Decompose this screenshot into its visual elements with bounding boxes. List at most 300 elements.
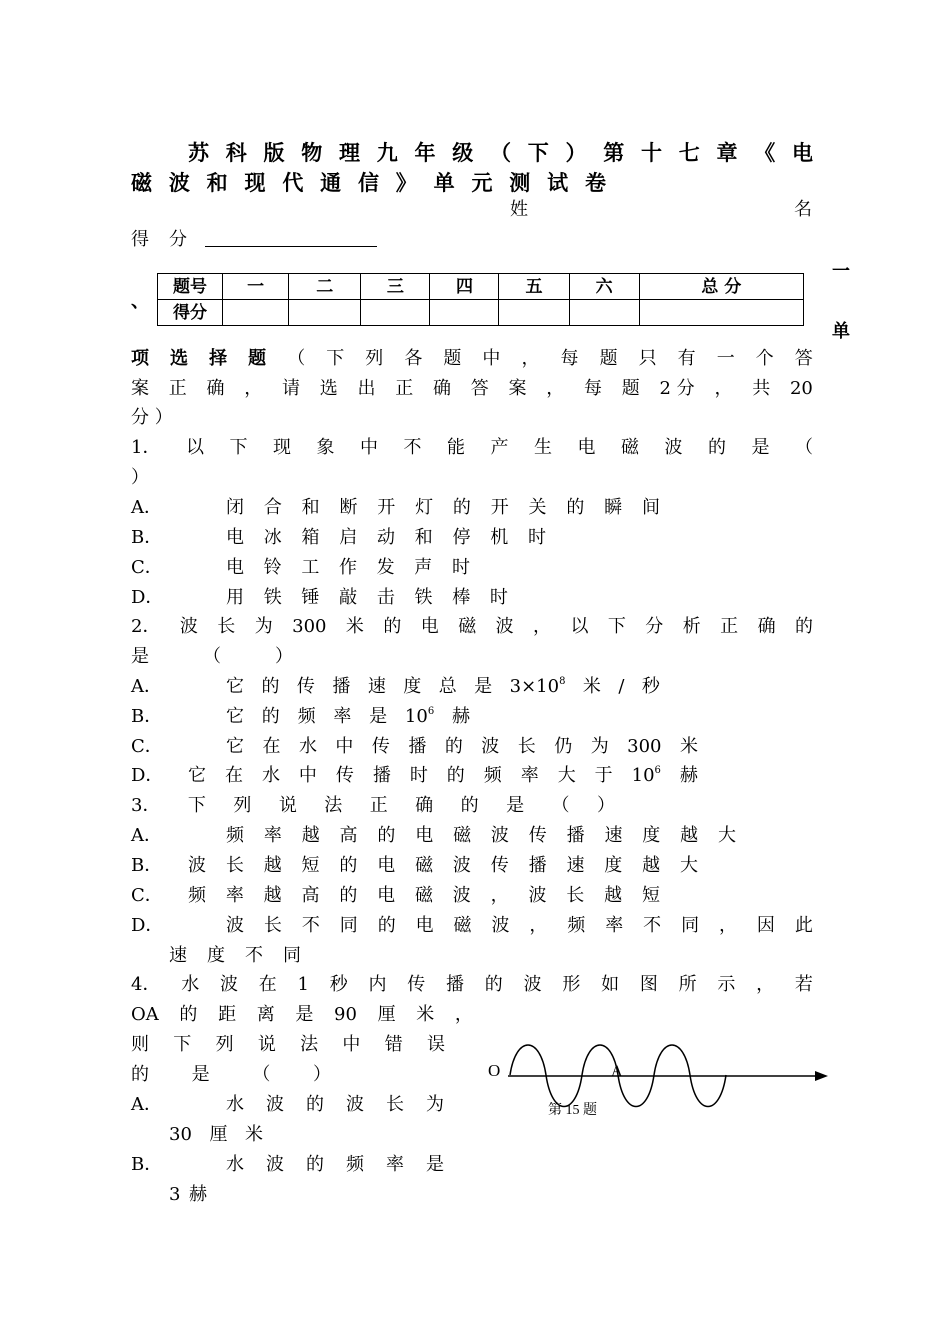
text-token: 速: [367, 676, 386, 697]
text-token: 率: [263, 825, 282, 846]
q2-option-b-label[interactable]: B．: [131, 706, 163, 727]
text-token: 题: [443, 348, 462, 369]
text-token: 不: [403, 437, 422, 458]
text-token: 的: [339, 855, 358, 876]
text-token: 磁: [453, 915, 472, 936]
text-token: 波: [664, 437, 683, 458]
text-token: 的: [446, 765, 465, 786]
text-token: 波: [491, 915, 510, 936]
text-token: 的: [377, 825, 396, 846]
text-token: 版: [263, 140, 285, 165]
text-token: 率: [333, 706, 352, 727]
q2-stem: [131, 612, 813, 642]
q2-option-a-label[interactable]: A．: [131, 676, 162, 697]
text-token: 的: [377, 915, 396, 936]
text-token: 题: [599, 348, 618, 369]
text-token: 电: [415, 825, 434, 846]
text-token: 频: [346, 1154, 364, 1175]
text-token: 棒: [452, 587, 471, 608]
score-cell[interactable]: [361, 300, 430, 326]
text-token: 厘: [209, 1124, 228, 1145]
text-token: 赫: [679, 765, 698, 786]
text-token: 敲: [339, 587, 358, 608]
text-token: 波: [452, 855, 471, 876]
text-token: 越: [263, 885, 282, 906]
text-token: 越: [263, 855, 282, 876]
text-token: 择: [209, 348, 228, 369]
text-token: 频: [567, 915, 586, 936]
text-token: 是: [751, 437, 770, 458]
text-token: 速: [604, 825, 623, 846]
text-token: 列: [233, 795, 252, 816]
text-token: 是: [131, 646, 149, 667]
text-token: 测: [509, 170, 531, 195]
text-token: 传: [407, 974, 426, 995]
text-token: 的: [566, 497, 585, 518]
section-instructions-line-3: 分 ）: [131, 407, 173, 428]
text-token: 冰: [263, 527, 282, 548]
text-token: 作: [338, 557, 357, 578]
text-token: 工: [301, 557, 320, 578]
text-token: 水: [298, 736, 317, 757]
score-table: [157, 273, 804, 326]
text-token: 高: [339, 825, 358, 846]
text-token: 波: [266, 1154, 284, 1175]
text-token: 不: [643, 915, 662, 936]
text-token: 高: [301, 885, 320, 906]
text-token: 波: [490, 825, 509, 846]
text-token: 电: [577, 437, 596, 458]
text-token: 离: [256, 1004, 275, 1025]
text-token: 它: [188, 765, 206, 786]
q3-stem: [131, 791, 615, 821]
text-token: 波: [346, 1094, 364, 1115]
q3-option-c[interactable]: [188, 881, 660, 911]
q1-option-b-label[interactable]: B．: [131, 527, 163, 548]
q4-stem-line-3: [131, 1030, 445, 1060]
text-token: 传: [296, 676, 315, 697]
text-token: 水: [226, 1094, 244, 1115]
text-token: ，: [454, 1004, 473, 1025]
text-token: 电: [377, 855, 396, 876]
text-token: 同: [339, 915, 358, 936]
text-token: 瞬: [604, 497, 623, 518]
text-token: 因: [756, 915, 775, 936]
score-table-header-cell: 五: [499, 274, 569, 300]
score-table-score-row: [158, 300, 804, 326]
exponent-base: 3×10: [509, 676, 560, 697]
text-token: 度: [207, 945, 225, 966]
text-token: 答: [794, 348, 813, 369]
score-blank[interactable]: [205, 228, 377, 247]
wave-label-a: A: [611, 1063, 623, 1080]
score-cell[interactable]: [499, 300, 569, 326]
text-token: 正: [369, 795, 388, 816]
text-token: 电: [420, 616, 439, 637]
q2-option-d[interactable]: [188, 761, 698, 791]
text-token: 图: [639, 974, 658, 995]
text-token: 率: [605, 915, 624, 936]
text-token: 确: [415, 795, 434, 816]
text-token: 的: [339, 885, 358, 906]
text-token: 为: [254, 616, 273, 637]
text-token: 磁: [414, 885, 433, 906]
text-token: 下: [527, 140, 549, 165]
q4-stem-line-4: [131, 1060, 331, 1090]
text-token: 此: [794, 915, 813, 936]
text-token: ，: [521, 348, 540, 369]
exponent-value: [510, 672, 566, 702]
text-token: 播: [528, 855, 547, 876]
text-token: 确: [433, 378, 451, 399]
text-token: 苏: [188, 140, 209, 165]
text-token: 则: [131, 1034, 149, 1055]
text-token: 3．: [131, 795, 161, 816]
text-token: 下: [187, 795, 206, 816]
title-line-2: [131, 167, 606, 195]
text-token: 频: [297, 706, 316, 727]
text-token: 只: [638, 348, 657, 369]
text-token: 在: [262, 736, 281, 757]
q3-option-b-label[interactable]: B．: [131, 855, 163, 876]
text-token: 一: [716, 348, 735, 369]
text-token: 和: [414, 527, 433, 548]
text-token: 的: [452, 497, 471, 518]
section-instructions-line-2: [131, 374, 813, 404]
exponent-sup: 8: [559, 676, 566, 687]
text-token: 时: [451, 557, 470, 578]
text-token: 年: [414, 140, 436, 165]
text-token: 同: [681, 915, 700, 936]
text-token: 间: [641, 497, 660, 518]
text-token: 1: [297, 974, 309, 995]
text-token: 》: [395, 170, 417, 195]
q4-option-a[interactable]: [226, 1090, 444, 1120]
text-token: 波: [481, 736, 500, 757]
text-token: 时: [528, 527, 546, 548]
text-token: 波: [219, 974, 238, 995]
text-token: 的: [261, 676, 280, 697]
text-token: 代: [282, 170, 304, 195]
score-cell[interactable]: [639, 300, 803, 326]
text-token: 速: [169, 945, 187, 966]
text-token: 越: [604, 885, 623, 906]
text-token: 发: [376, 557, 395, 578]
text-token: 共: [752, 378, 771, 399]
section-single: 单: [832, 321, 850, 342]
text-token: 率: [386, 1154, 404, 1175]
text-token: 磁: [131, 170, 152, 195]
text-token: 速: [566, 855, 585, 876]
q2-option-a[interactable]: [226, 672, 660, 702]
score-table-row-label: 得分: [158, 300, 223, 326]
score-table-header-cell: 六: [569, 274, 639, 300]
text-token: 的: [484, 974, 503, 995]
text-token: 案: [508, 378, 527, 399]
text-token: 产: [490, 437, 509, 458]
text-token: 列: [215, 1034, 234, 1055]
text-token: 时: [489, 587, 508, 608]
text-token: 下: [229, 437, 248, 458]
text-token: 答: [470, 378, 489, 399]
text-token: 理: [339, 140, 360, 165]
text-token: 率: [225, 885, 244, 906]
q4-stem-line-2: [131, 1000, 473, 1030]
text-token: 得: [131, 229, 149, 250]
q2-stem-line-2: [131, 642, 293, 672]
text-token: 九: [376, 140, 398, 165]
text-token: 2．: [131, 616, 161, 637]
text-token: 波: [179, 616, 198, 637]
text-token: 确: [757, 616, 776, 637]
text-token: （: [203, 646, 221, 667]
text-token: 米: [345, 616, 364, 637]
text-token: 每: [584, 378, 602, 399]
text-token: 越: [642, 855, 661, 876]
q4-option-a-label[interactable]: A．: [131, 1094, 162, 1115]
text-token: 的: [179, 1004, 198, 1025]
text-token: 开: [490, 497, 509, 518]
text-token: 赫: [451, 706, 470, 727]
text-token: 厘: [377, 1004, 396, 1025]
text-token: 启: [339, 527, 358, 548]
text-token: 电: [226, 557, 244, 578]
text-token: 频: [188, 885, 206, 906]
text-token: 是: [191, 1064, 210, 1085]
exponent-value: [405, 702, 434, 732]
text-token: 下: [607, 616, 626, 637]
text-token: 误: [426, 1034, 445, 1055]
text-token: 90: [334, 1004, 357, 1025]
text-token: 总: [438, 676, 457, 697]
text-token: ，: [244, 378, 263, 399]
text-token: 和: [301, 497, 320, 518]
text-token: 波: [452, 885, 471, 906]
q2-option-c[interactable]: [226, 732, 698, 762]
text-token: ）: [565, 140, 587, 165]
text-token: 4．: [131, 974, 161, 995]
q3-option-b[interactable]: [188, 851, 698, 881]
text-token: 中: [298, 765, 317, 786]
score-cell[interactable]: [430, 300, 499, 326]
score-cell[interactable]: [289, 300, 361, 326]
text-token: 为: [426, 1094, 444, 1115]
text-token: 米: [245, 1124, 263, 1145]
name-label-right: 名: [794, 199, 812, 220]
text-token: 波: [266, 1094, 284, 1115]
text-token: 案: [131, 378, 149, 399]
text-token: 长: [517, 736, 536, 757]
text-token: 有: [677, 348, 696, 369]
text-token: 确: [206, 378, 225, 399]
text-token: 率: [520, 765, 539, 786]
text-token: 通: [320, 170, 342, 195]
text-token: 的: [261, 706, 280, 727]
text-token: 播: [372, 765, 391, 786]
q3-option-d-label[interactable]: D．: [131, 915, 164, 936]
q4-option-b-label[interactable]: B．: [131, 1154, 163, 1175]
q2-option-d-label[interactable]: D．: [131, 765, 164, 786]
q1-option-a-label[interactable]: A．: [131, 497, 162, 518]
q4-option-a-line-2[interactable]: [169, 1120, 263, 1150]
q3-option-d-line-2[interactable]: [169, 941, 301, 971]
text-token: 长: [263, 915, 282, 936]
title-line-1: [188, 137, 813, 165]
text-token: 不: [301, 915, 320, 936]
text-token: 现: [244, 170, 266, 195]
text-token: 十: [641, 140, 662, 165]
text-token: 用: [226, 587, 244, 608]
score-table-header-cell: 四: [430, 274, 499, 300]
name-label-left: 姓: [510, 199, 528, 220]
q3-option-d[interactable]: [226, 911, 813, 941]
text-token: 正: [395, 378, 414, 399]
score-cell[interactable]: [223, 300, 289, 326]
section-comma: 、: [131, 291, 149, 312]
text-token: （: [252, 1064, 271, 1085]
text-token: 以: [570, 616, 589, 637]
text-token: 不: [245, 945, 263, 966]
text-token: 它: [226, 706, 244, 727]
q1-option-c-label[interactable]: C．: [131, 557, 163, 578]
text-token: 停: [452, 527, 471, 548]
text-token: 闭: [226, 497, 244, 518]
text-token: 物: [301, 140, 323, 165]
text-token: 象: [316, 437, 335, 458]
text-token: 波: [523, 974, 542, 995]
text-token: 关: [528, 497, 547, 518]
text-token: 频: [226, 825, 244, 846]
q4-option-b[interactable]: [226, 1150, 444, 1180]
score-cell[interactable]: [569, 300, 639, 326]
text-token: 断: [339, 497, 358, 518]
text-token: 项: [131, 348, 149, 369]
text-token: 铁: [263, 587, 282, 608]
text-token: 析: [682, 616, 701, 637]
text-token: 如: [601, 974, 620, 995]
text-token: 电: [792, 140, 813, 165]
text-token: ，: [529, 915, 548, 936]
text-token: ，: [756, 974, 775, 995]
text-token: 播: [446, 974, 465, 995]
q1-option-c[interactable]: [226, 553, 470, 583]
score-table-header-cell: 三: [361, 274, 430, 300]
text-token: 个: [755, 348, 774, 369]
text-token: 铃: [263, 557, 282, 578]
q1-stem-end: ）: [131, 467, 149, 488]
text-token: 信: [357, 170, 379, 195]
text-token: 赫: [189, 1184, 207, 1205]
text-token: 300: [627, 736, 662, 757]
text-token: 在: [258, 974, 277, 995]
text-token: 中: [335, 736, 354, 757]
text-token: 错: [384, 1034, 403, 1055]
q4-option-b-line-2[interactable]: [169, 1180, 207, 1210]
axis-arrow-icon: [815, 1071, 828, 1081]
text-token: 法: [300, 1034, 319, 1055]
text-token: 波: [168, 170, 190, 195]
text-token: 的: [444, 736, 463, 757]
text-token: 的: [383, 616, 402, 637]
text-token: ，: [718, 915, 737, 936]
text-token: 30: [169, 1124, 192, 1145]
text-token: 频: [483, 765, 502, 786]
text-token: 水: [261, 765, 280, 786]
text-token: 题: [248, 348, 267, 369]
text-token: 度: [604, 855, 623, 876]
text-token: 分: [169, 229, 187, 250]
text-token: 选: [170, 348, 189, 369]
text-token: 元: [471, 170, 493, 195]
text-token: 说: [257, 1034, 276, 1055]
exponent-base: 10: [404, 706, 428, 727]
text-token: 锤: [301, 587, 320, 608]
text-token: 形: [562, 974, 581, 995]
text-token: 出: [357, 378, 376, 399]
score-table-header-cell: 题号: [158, 274, 223, 300]
text-token: 电: [377, 885, 396, 906]
text-token: 米: [582, 676, 601, 697]
q3-option-a[interactable]: [226, 821, 736, 851]
text-token: 长: [217, 616, 236, 637]
text-token: 的: [460, 795, 479, 816]
text-token: 同: [283, 945, 301, 966]
text-token: 示: [717, 974, 736, 995]
text-token: 中: [359, 437, 378, 458]
q1-option-d[interactable]: [226, 583, 508, 613]
text-token: 下: [326, 348, 345, 369]
text-token: 现: [272, 437, 291, 458]
text-token: 水: [226, 1154, 244, 1175]
text-token: 是: [506, 795, 525, 816]
text-token: 说: [278, 795, 297, 816]
q3-option-a-label[interactable]: A．: [131, 825, 162, 846]
text-token: 在: [224, 765, 243, 786]
text-token: 是: [474, 676, 493, 697]
text-token: 《: [754, 140, 776, 165]
text-token: 箱: [301, 527, 320, 548]
text-token: 秒: [641, 676, 660, 697]
q2-option-c-label[interactable]: C．: [131, 736, 163, 757]
text-token: 灯: [415, 497, 434, 518]
text-token: 各: [404, 348, 423, 369]
text-token: 波: [495, 616, 514, 637]
text-token: ，: [714, 378, 733, 399]
text-token: 内: [368, 974, 387, 995]
q1-option-a[interactable]: [226, 493, 660, 523]
q2-option-b[interactable]: [226, 702, 470, 732]
text-token: 法: [324, 795, 343, 816]
text-token: 和: [206, 170, 228, 195]
q1-option-d-label[interactable]: D．: [131, 587, 164, 608]
text-token: ）: [275, 646, 293, 667]
text-token: 于: [594, 765, 613, 786]
wave-figure: [480, 1035, 840, 1125]
text-token: ）: [312, 1064, 331, 1085]
text-token: 请: [282, 378, 300, 399]
exponent-sup: 6: [654, 765, 661, 776]
text-token: 短: [301, 855, 320, 876]
text-token: 波: [528, 885, 547, 906]
text-token: 电: [226, 527, 244, 548]
text-token: 分: [645, 616, 664, 637]
text-token: 磁: [415, 855, 434, 876]
q1-option-b[interactable]: [226, 523, 546, 553]
text-token: 越: [301, 825, 320, 846]
text-token: （: [490, 140, 511, 165]
q3-option-c-label[interactable]: C．: [131, 885, 163, 906]
text-token: 秒: [329, 974, 348, 995]
